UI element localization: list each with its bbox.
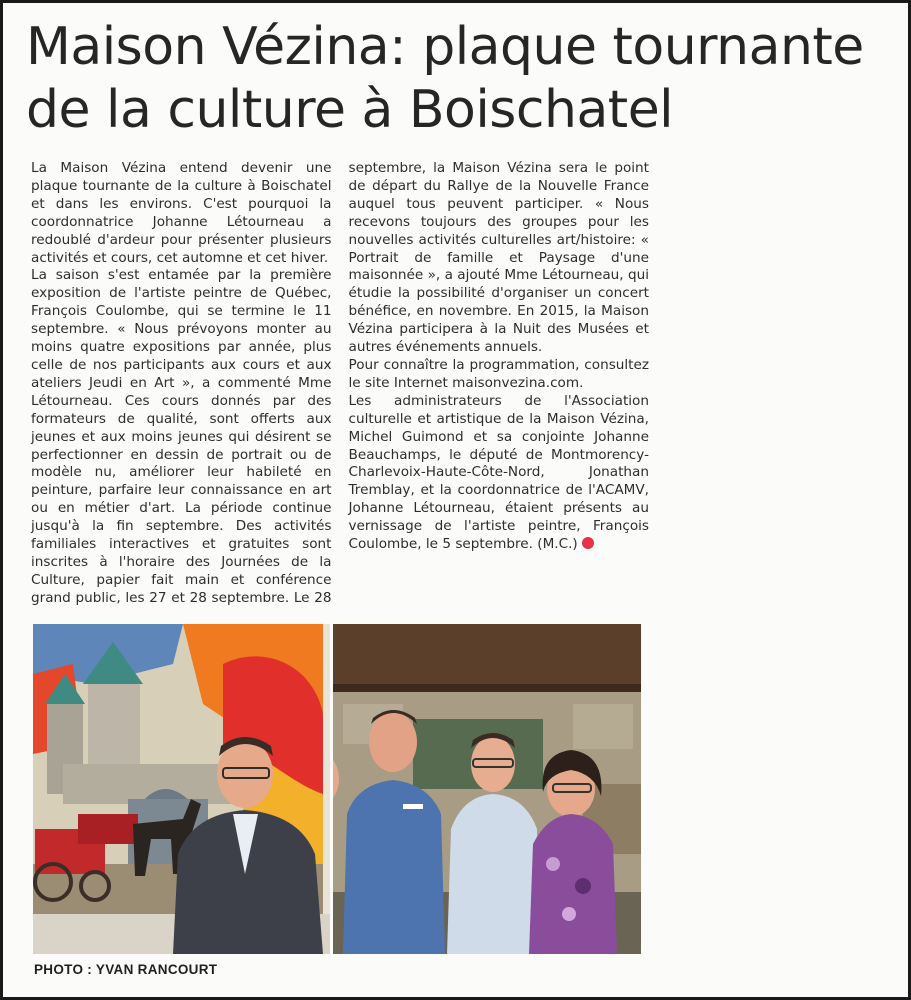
- article-paragraph: Pour connaître la programmation, consultez le site Internet maisonvezina.com.: [348, 356, 649, 391]
- photo-group-panel: [333, 624, 641, 954]
- photo-painting-panel: [33, 624, 330, 954]
- article-paragraph-last: [349, 393, 650, 554]
- article-paragraph-text: Les administrateurs de l'Association culturelle et artistique de la Maison Vézina, Michel Guimond et sa conjointe Johanne Beauchamps, le député de Montmorency-Charlevoix-Haute-Côte-Nord, Jonathan Tremblay, et la coordonnatrice de l'ACAMV, Johanne Létourneau, étaient présents au vernissage de l'artiste peintre, François Coulombe, le 5 septembre. (M.C.): [348, 392, 649, 553]
- painting-illustration: [33, 624, 330, 954]
- end-of-article-mark: [582, 537, 594, 549]
- group-photo-illustration: [333, 624, 641, 954]
- article-headline: Maison Vézina: plaque tournante de la culture à Boischatel: [26, 17, 864, 140]
- photo-credit: PHOTO : YVAN RANCOURT: [34, 962, 218, 977]
- article-body: [31, 160, 649, 612]
- article-paragraph: La saison s'est entamée par la première exposition de l'artiste peintre de Québec, François Coulombe, qui se termine le 11 septembre. « Nous prévoyons monter au moins quatre expositions par année, plus celle de nos participants aux cours et aux ateliers Jeudi en Art », a commenté Mme Létourneau. Ces cours donnés par des formateurs de qualité, sont offerts aux jeunes et aux moins jeunes qui désirent se perfectionner en dessin de portrait ou de modèle nu, améliorer leur habileté en peinture, parfaire leur connaissance en art ou en métier d'art. La période continue jusqu'à la fin septembre. Des activités familiales interactives et gratuites sont inscrites à l'horaire des Journées de la Culture, papier fait main et conférence grand public, les 27 et 28 septembre. Le 28 septembre, la Maison Vézina sera le point de départ du Rallye de la Nouvelle France auquel tous peuvent participer. « Nous recevons toujours des groupes pour les nouvelles activités culturelles art/histoire: « Portrait de famille et Paysage d'une maisonnée », a ajouté Mme Létourneau, qui étudie la possibilité d'organiser un concert bénéfice, en novembre. En 2015, la Maison Vézina participera à la Nuit des Musées et autres événements annuels.: [31, 160, 649, 606]
- article-paragraph: La Maison Vézina entend devenir une plaque tournante de la culture à Boischatel et dans les environs. C'est pourquoi la coordonnatrice Johanne Létourneau a redoublé d'ardeur pour présenter plusieurs activités et cours, cet automne et cet hiver.: [31, 160, 332, 266]
